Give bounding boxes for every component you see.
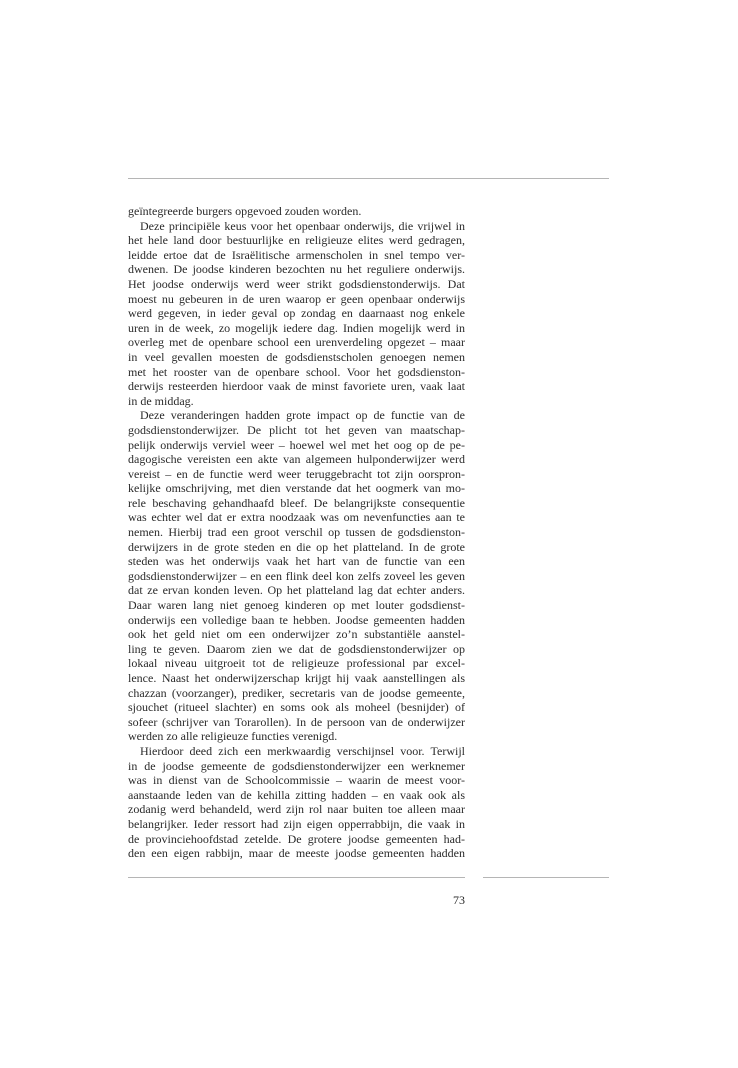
paragraph: [128, 408, 465, 744]
text-line: vereist – en de functie werd weer teruggebracht tot zijn oorspron-: [128, 466, 465, 481]
text-line: nemen. Hierbij trad een groot verschil op tussen de godsdienston-: [128, 525, 465, 540]
text-line: lokaal niveau uitgroeit tot de religieuze professional par excel-: [128, 656, 465, 671]
text-line: sofeer (schrijver van Torarollen). In de persoon van de onderwijzer: [128, 714, 465, 729]
text-line: Het joodse onderwijs werd weer strikt godsdienstonderwijs. Dat: [128, 276, 465, 291]
text-line: het hele land door bestuurlijke en religieuze elites werd gedragen,: [128, 233, 465, 248]
text-line: kelijke omschrijving, met dien verstande dat het oogmerk van mo-: [128, 481, 465, 496]
text-line: overleg met de openbare school een urenverdeling opgezet – maar: [128, 335, 465, 350]
text-line: derwijzers in de grote steden en die op het platteland. In de grote: [128, 539, 465, 554]
text-line: de provinciehoofdstad zetelde. De grotere joodse gemeenten had-: [128, 831, 465, 846]
text-line: aanstaande leden van de kehilla zitting hadden – en vaak ook als: [128, 787, 465, 802]
text-line: uren in de week, zo mogelijk iedere dag. Indien mogelijk werd in: [128, 320, 465, 335]
text-line: onderwijs een volledige baan te hebben. Joodse gemeenten hadden: [128, 612, 465, 627]
text-line: steden was het onderwijs vaak het hart van de functie van een: [128, 554, 465, 569]
bottom-rule-main: [128, 877, 465, 878]
text-line: Hierdoor deed zich een merkwaardig verschijnsel voor. Terwijl: [140, 743, 465, 758]
paragraph: [128, 744, 465, 861]
text-line: belangrijker. Ieder ressort had zijn eigen opperrabbijn, die vaak in: [128, 816, 465, 831]
text-line: dwenen. De joodse kinderen bezochten nu het reguliere onderwijs.: [128, 262, 465, 277]
text-line: dagogische vereisten een akte van algemeen hulponderwijzer werd: [128, 452, 465, 467]
text-line: pelijk onderwijs verviel weer – hoewel wel met het oog op de pe-: [128, 437, 465, 452]
top-rule: [128, 178, 609, 179]
text-line: sjouchet (ritueel slachter) en soms ook als moheel (besnijder) of: [128, 700, 465, 715]
body-text: [128, 204, 465, 861]
text-line: geïntegreerde burgers opgevoed zouden worden.: [128, 204, 362, 218]
text-line: godsdienstonderwijzer – en een flink deel kon zelfs zoveel les geven: [128, 568, 465, 583]
text-line: was echter wel dat er extra noodzaak was om nevenfuncties aan te: [128, 510, 465, 525]
bottom-rule-margin: [483, 877, 609, 878]
paragraph: [128, 204, 465, 219]
text-line: Deze veranderingen hadden grote impact op de functie van de: [140, 408, 465, 423]
text-line: werden zo alle religieuze functies verenigd.: [128, 729, 338, 744]
text-line: in veel gevallen moesten de godsdienstscholen genoegen nemen: [128, 349, 465, 364]
text-line: den een eigen rabbijn, maar de meeste joodse gemeenten hadden: [128, 846, 465, 861]
text-line: leidde ertoe dat de Israëlitische armenscholen in snel tempo ver-: [128, 247, 465, 262]
text-line: lence. Naast het onderwijzerschap krijgt hij vaak aanstellingen als: [128, 671, 465, 685]
text-line: rele beschaving gehandhaafd bleef. De belangrijkste consequentie: [128, 495, 465, 510]
text-line: Daar waren lang niet genoeg kinderen op met louter godsdienst-: [128, 598, 465, 613]
text-line: in de middag.: [128, 393, 194, 408]
text-line: derwijs resteerden hierdoor vaak de minst favoriete uren, vaak laat: [128, 379, 465, 394]
text-line: was in dienst van de Schoolcommissie – waarin de meest voor-: [128, 773, 465, 788]
text-line: moest nu gebeuren in de uren waarop er geen openbaar onderwijs: [128, 291, 465, 306]
paragraph: [128, 219, 465, 409]
text-line: zodanig werd behandeld, werd zijn rol naar buiten toe alleen maar: [128, 802, 465, 817]
text-line: ling te geven. Daarom zien we dat de godsdienstonderwijzer op: [128, 641, 465, 656]
text-line: dat ze ervan konden leven. Op het platteland lag dat echter anders.: [128, 583, 465, 598]
text-line: chazzan (voorzanger), prediker, secretaris van de joodse gemeente,: [128, 685, 465, 700]
text-line: Deze principiële keus voor het openbaar onderwijs, die vrijwel in: [140, 218, 465, 233]
text-line: met het rooster van de openbare school. Voor het godsdienston-: [128, 364, 465, 379]
page-number: 73: [453, 893, 465, 907]
text-line: ook het geld niet om een onderwijzer zo’n substantiële aanstel-: [128, 627, 465, 642]
text-line: in de joodse gemeente de godsdienstonderwijzer een werknemer: [128, 758, 465, 773]
text-line: werd gegeven, in ieder geval op zondag en daarnaast nog enkele: [128, 306, 465, 321]
text-line: godsdienstonderwijzer. De plicht tot het geven van maatschap-: [128, 422, 465, 437]
